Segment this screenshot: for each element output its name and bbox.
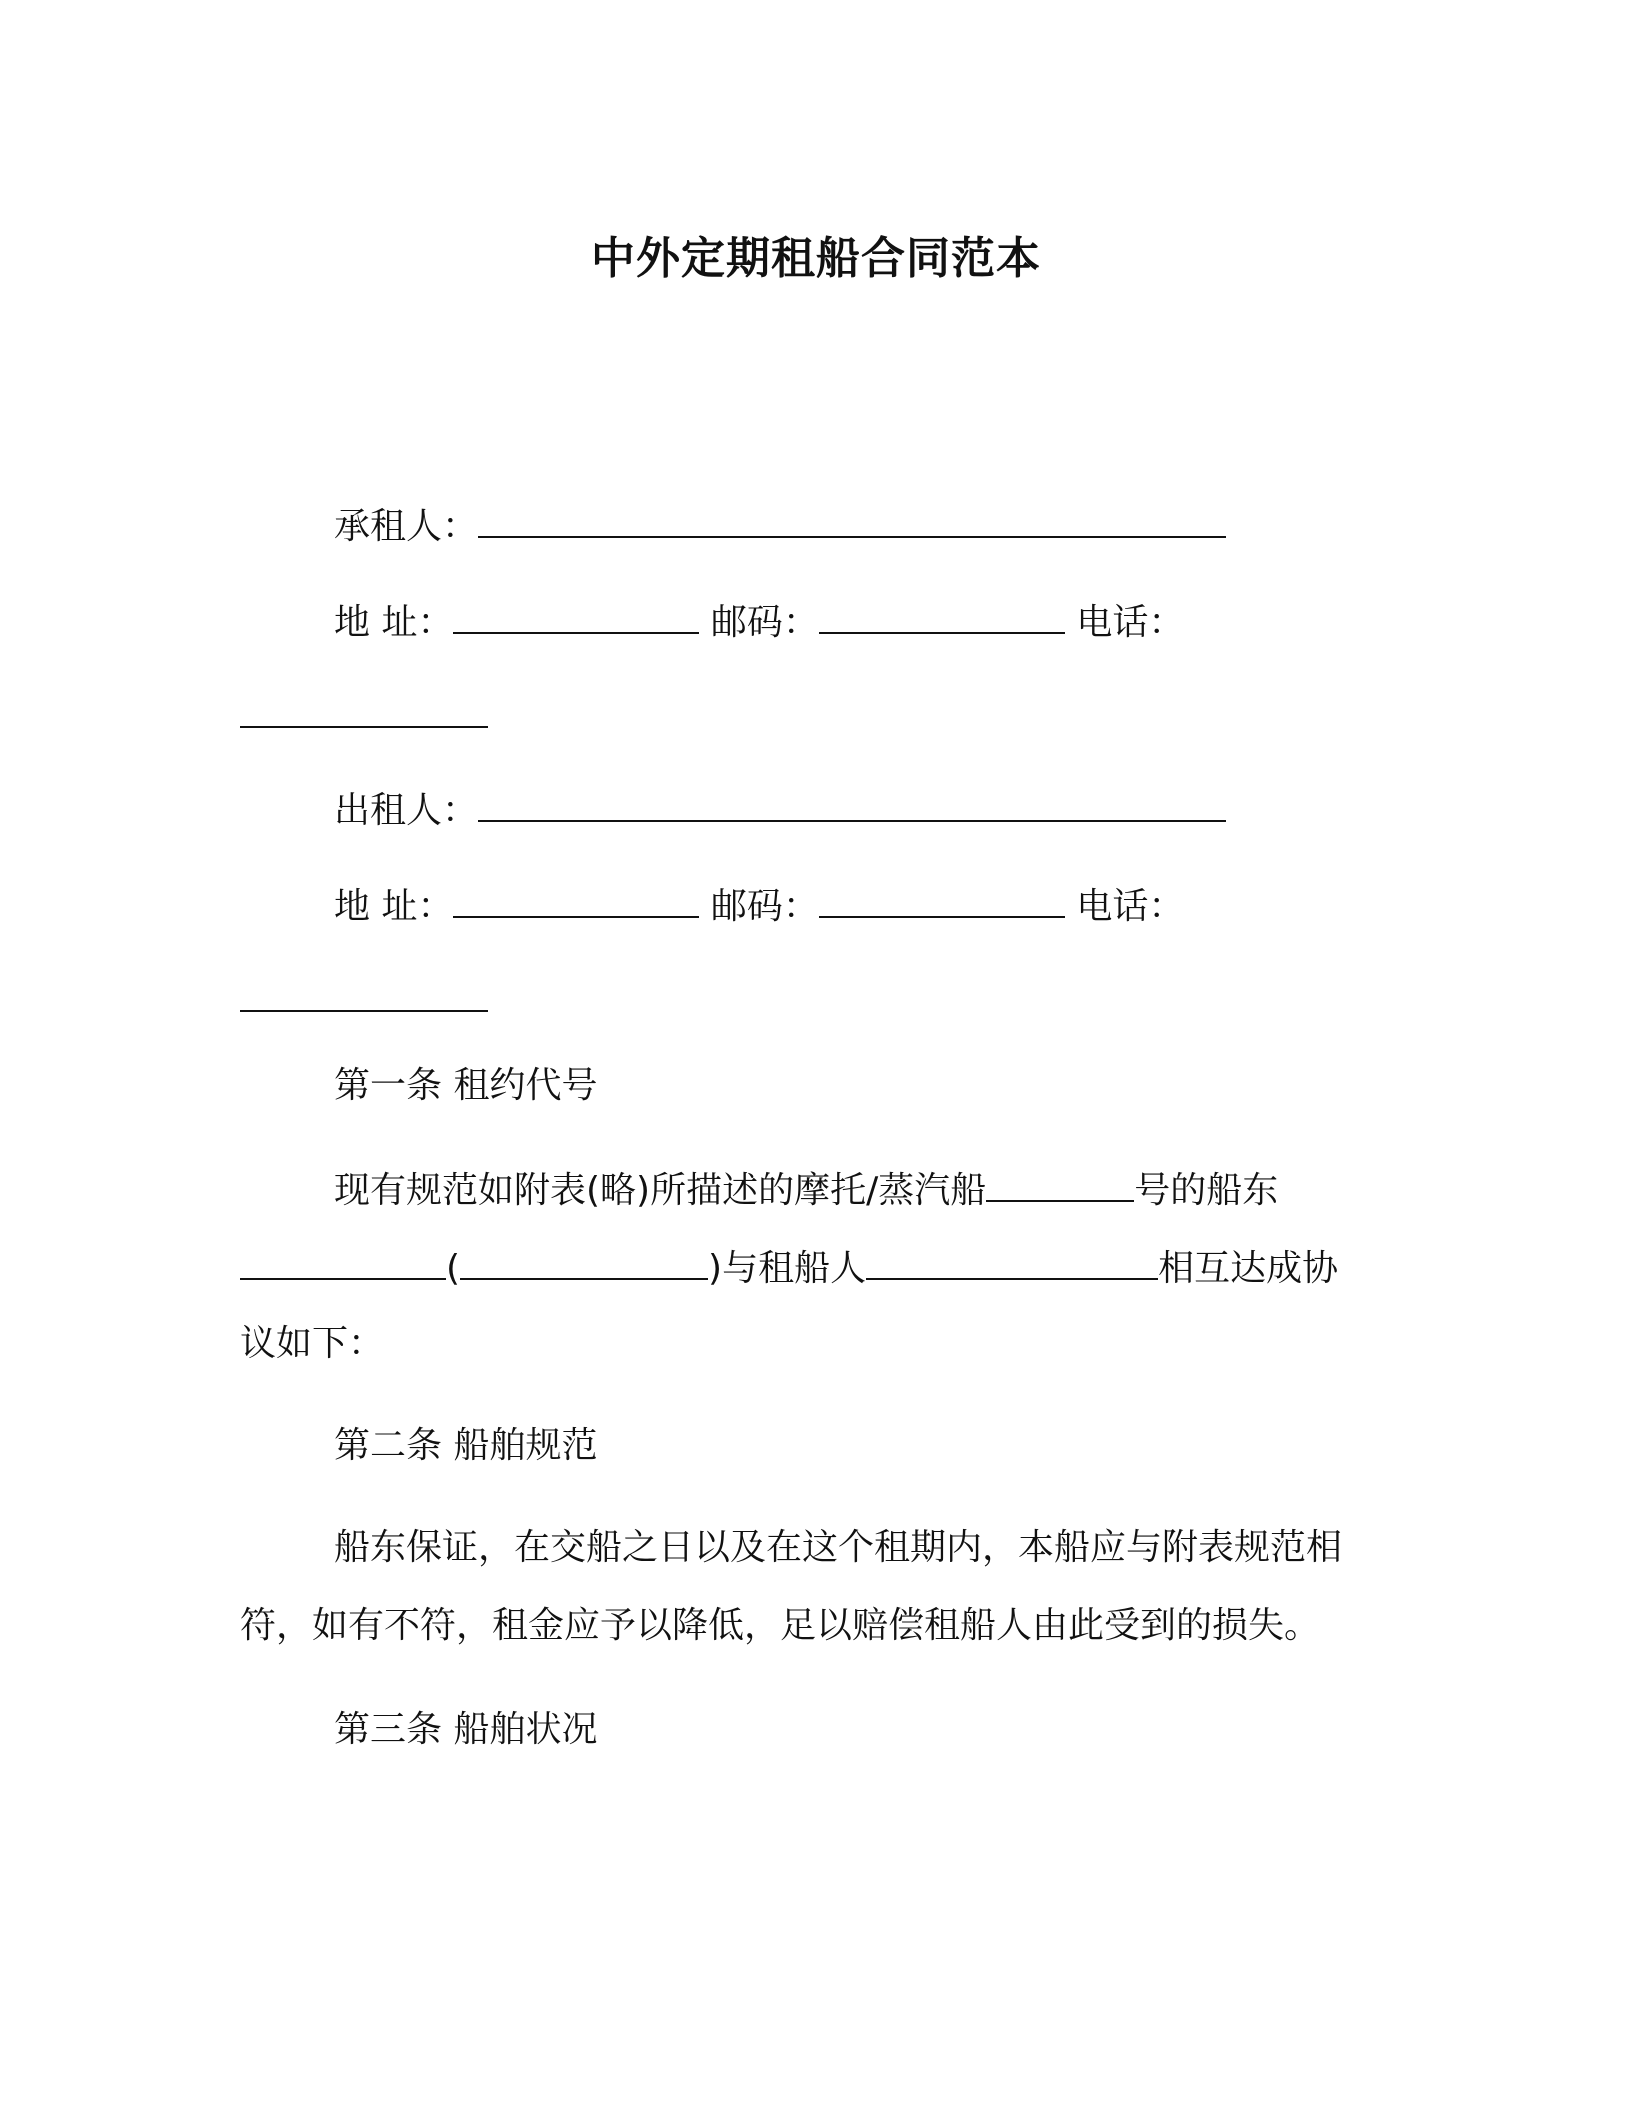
article1-text-c: ( [446,1248,461,1289]
lessor-address-blank[interactable] [453,882,699,918]
lessee-address-label: 地 址： [334,602,454,643]
charterer-blank[interactable] [866,1244,1158,1280]
lessee-label: 承租人： [334,506,479,547]
lessee-address-line [334,598,1184,647]
lessor-phone-label: 电话： [1076,886,1185,927]
lessor-line [334,786,1226,835]
lessee-address-blank[interactable] [453,598,699,634]
lessee-zip-blank[interactable] [819,598,1065,634]
lessee-zip-label: 邮码： [710,602,819,643]
article1-line2 [240,1244,1338,1293]
article3-heading: 第三条 船舶状况 [334,1709,598,1750]
article2-line1: 船东保证，在交船之日以及在这个租期内，本船应与附表规范相 [334,1527,1343,1568]
lessor-phone-blank[interactable] [240,976,488,1012]
lessor-phone-line [240,976,488,1025]
lessee-line [334,502,1226,551]
lessor-zip-blank[interactable] [819,882,1065,918]
document-title: 中外定期租船合同范本 [591,233,1041,284]
article1-heading: 第一条 租约代号 [334,1065,598,1106]
article2-heading: 第二条 船舶规范 [334,1425,598,1466]
lessee-phone-line [240,692,488,741]
lessee-phone-label: 电话： [1076,602,1185,643]
article2-line2: 符，如有不符，租金应予以降低，足以赔偿租船人由此受到的损失。 [240,1605,1321,1646]
shipowner-alias-blank[interactable] [460,1244,708,1280]
lessor-blank[interactable] [478,786,1226,822]
lessee-phone-blank[interactable] [240,692,488,728]
lessor-address-line [334,882,1184,931]
lessee-blank[interactable] [478,502,1226,538]
article1-text-b: 号的船东 [1134,1170,1279,1211]
lessor-zip-label: 邮码： [710,886,819,927]
lessor-address-label: 地 址： [334,886,454,927]
ship-number-blank[interactable] [986,1166,1134,1202]
article1-line3: 议如下： [240,1323,385,1364]
shipowner-blank[interactable] [240,1244,446,1280]
article1-text-e: 相互达成协 [1158,1248,1339,1289]
article1-text-d: )与租船人 [708,1248,867,1289]
article1-text-a: 现有规范如附表(略)所描述的摩托/蒸汽船 [334,1170,987,1211]
article1-line1 [334,1166,1278,1215]
lessor-label: 出租人： [334,790,479,831]
